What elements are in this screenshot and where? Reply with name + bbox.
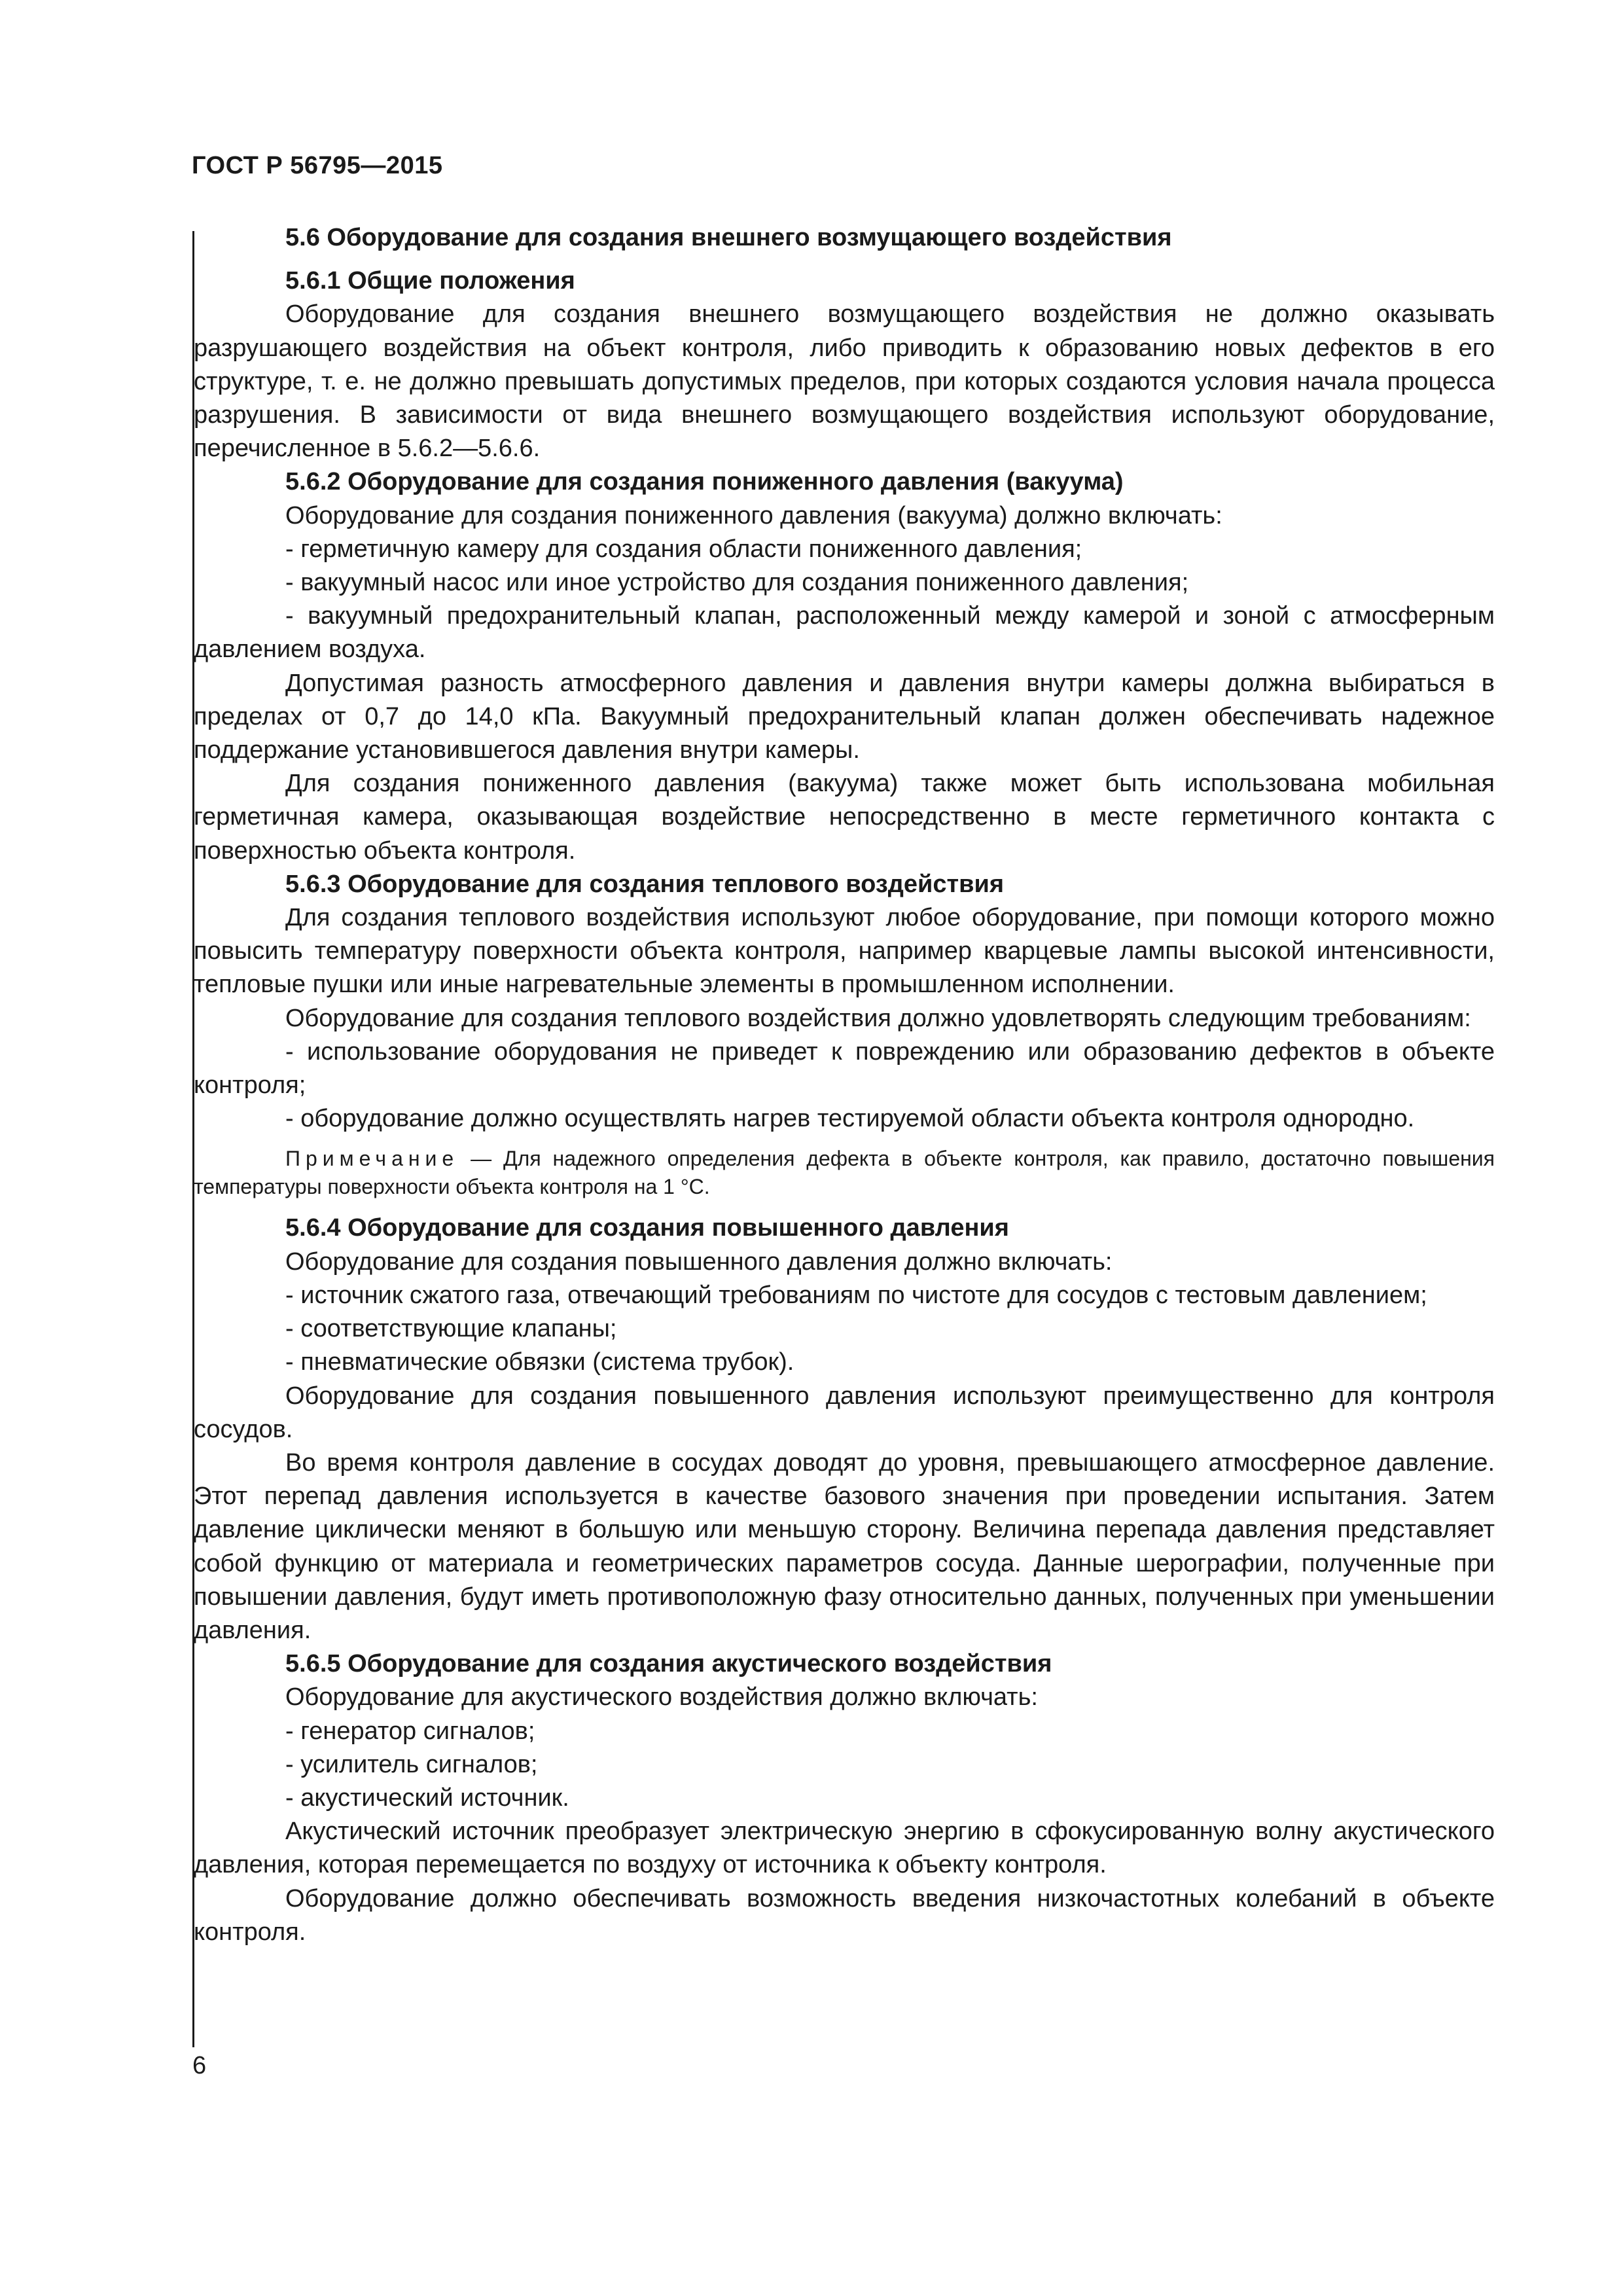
note-label: Примечание: [285, 1147, 459, 1171]
paragraph: Оборудование для создания пониженного давления (вакуума) должно включать:: [285, 501, 1222, 529]
paragraph: Допустимая разность атмосферного давления и давления внутри камеры должна выбираться в пределах от 0,7 до 14,0 кПа. Вакуумный предохранительный клапан должен обеспечивать надежное поддержание установившегося давления внутри камеры.: [194, 669, 1495, 764]
list-item: - вакуумный предохранительный клапан, расположенный между камерой и зоной с атмосферным давлением воздуха.: [194, 602, 1495, 664]
document-header: ГОСТ Р 56795—2015: [192, 152, 443, 179]
list-item: - акустический источник.: [285, 1784, 569, 1812]
paragraph: Оборудование для создания повышенного давления должно включать:: [285, 1247, 1113, 1276]
section-heading-5-6-2: 5.6.2 Оборудование для создания пониженного давления (вакуума): [285, 468, 1124, 496]
list-item: - пневматические обвязки (система трубок).: [285, 1348, 794, 1376]
paragraph: Оборудование должно обеспечивать возможность введения низкочастотных колебаний в объекте контроля.: [194, 1884, 1495, 1946]
paragraph: Акустический источник преобразует электрическую энергию в сфокусированную волну акустического давления, которая перемещается по воздуху от источника к объекту контроля.: [194, 1818, 1495, 1879]
note-text: — Для надежного определения дефекта в объекте контроля, как правило, достаточно повышения температуры поверхности объекта контроля на 1 °С.: [194, 1147, 1495, 1199]
list-item: - источник сжатого газа, отвечающий требованиям по чистоте для сосудов с тестовым давлением;: [285, 1281, 1427, 1309]
list-item: - вакуумный насос или иное устройство для создания пониженного давления;: [285, 569, 1189, 597]
list-item: - усилитель сигналов;: [285, 1750, 538, 1778]
paragraph: Оборудование для создания повышенного давления используют преимущественно для контроля сосудов.: [194, 1382, 1495, 1443]
page-content: [194, 221, 1495, 1949]
page-number: 6: [192, 2052, 207, 2079]
paragraph: Оборудование для создания внешнего возмущающего воздействия не должно оказывать разрушающего воздействия на объект контроля, либо приводить к образованию новых дефектов в его структуре, т. е. не должно превышать допустимых пределов, при которых создаются условия начала процесса разрушения. В зависимости от вида внешнего возмущающего воздействия используют оборудование, перечисленное в 5.6.2—5.6.6.: [194, 300, 1495, 463]
paragraph: Для создания пониженного давления (вакуума) также может быть использована мобильная герметичная камера, оказывающая воздействие непосредственно в месте герметичного контакта с поверхностью объекта контроля.: [194, 770, 1495, 865]
paragraph: Во время контроля давление в сосудах доводят до уровня, превышающего атмосферное давление. Этот перепад давления используется в качестве базового значения при проведении испытания. Затем давление циклически меняют в большую или меньшую сторону. Величина перепада давления представляет собой функцию от материала и геометрических параметров сосуда. Данные шерографии, полученные при повышении давления, будут иметь противоположную фазу относительно данных, полученных при уменьшении давления.: [194, 1448, 1495, 1644]
section-heading-5-6-1: 5.6.1 Общие положения: [285, 267, 575, 295]
section-heading-5-6-5: 5.6.5 Оборудование для создания акустического воздействия: [285, 1650, 1052, 1678]
section-heading-5-6-3: 5.6.3 Оборудование для создания теплового воздействия: [285, 870, 1004, 898]
note: [194, 1145, 1495, 1201]
list-item: - герметичную камеру для создания области пониженного давления;: [285, 535, 1082, 563]
list-item: - генератор сигналов;: [285, 1717, 535, 1745]
paragraph: Для создания теплового воздействия используют любое оборудование, при помощи которого можно повысить температуру поверхности объекта контроля, например кварцевые лампы высокой интенсивности, тепловые пушки или иные нагревательные элементы в промышленном исполнении.: [194, 904, 1495, 999]
list-item: - соответствующие клапаны;: [285, 1315, 617, 1343]
list-item: - использование оборудования не приведет к повреждению или образованию дефектов в объекте контроля;: [194, 1037, 1495, 1100]
section-heading-5-6: 5.6 Оборудование для создания внешнего возмущающего воздействия: [285, 224, 1172, 251]
section-heading-5-6-4: 5.6.4 Оборудование для создания повышенного давления: [285, 1214, 1009, 1242]
paragraph: Оборудование для создания теплового воздействия должно удовлетворять следующим требованиям:: [285, 1004, 1471, 1032]
paragraph: Оборудование для акустического воздействия должно включать:: [285, 1683, 1038, 1712]
list-item: - оборудование должно осуществлять нагрев тестируемой области объекта контроля однородно.: [285, 1105, 1415, 1133]
